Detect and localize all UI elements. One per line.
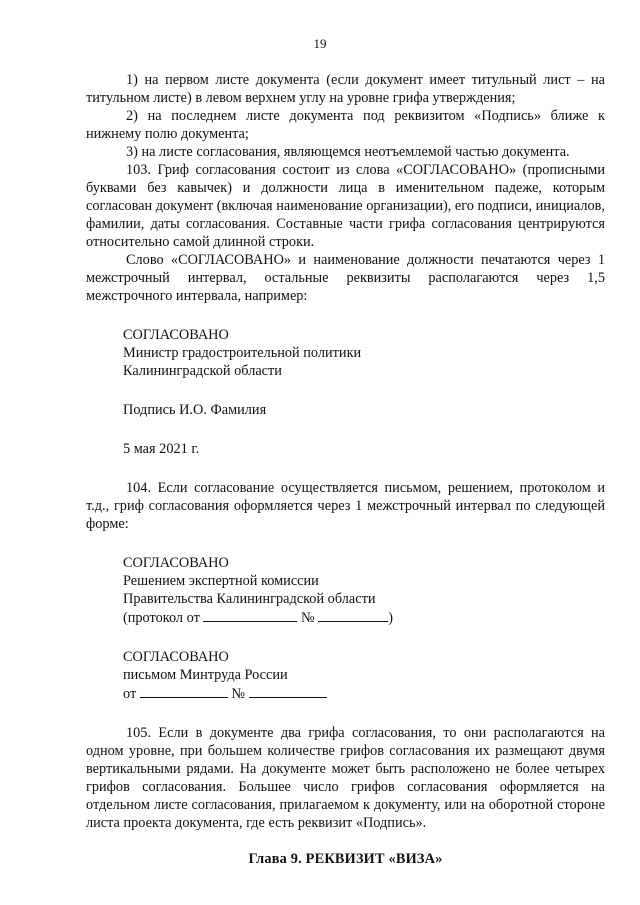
document-body [86, 71, 605, 868]
stamp-position: Министр градостроительной политики [123, 345, 362, 361]
stamp-organization: Калининградской области [123, 363, 282, 379]
stamp-title: СОГЛАСОВАНО [123, 649, 229, 665]
paragraph-104: 104. Если согласование осуществляется письмом, решением, протоколом и т.д., гриф согласования оформляется через 1 межстрочный интервал по следующей форме: [86, 480, 605, 532]
list-item-1: 1) на первом листе документа (если документ имеет титульный лист – на титульном листе) в левом верхнем углу на уровне грифа утверждения; [86, 72, 605, 106]
paragraph-105: 105. Если в документе два грифа согласования, то они располагаются на одном уровне, при большем количестве грифов согласования их размещают двумя вертикальными рядами. На документе может быть расположено не более четырех грифов согласования. Большее число грифов согласования оформляется на отдельном листе согласования, прилагаемом к документу, или на оборотной стороне листа проекта документа, где есть реквизит «Подпись». [86, 725, 605, 831]
stamp-title: СОГЛАСОВАНО [123, 555, 229, 571]
approval-stamp-example-2 [86, 554, 605, 627]
paragraph-103-continued: Слово «СОГЛАСОВАНО» и наименование должности печатаются через 1 межстрочный интервал, остальные реквизиты располагаются через 1,5 межстрочного интервала, например: [86, 252, 605, 304]
stamp-signature: Подпись И.О. Фамилия [123, 402, 267, 418]
list-item-3: 3) на листе согласования, являющемся неотъемлемой частью документа. [126, 144, 570, 160]
paragraph-103: 103. Гриф согласования состоит из слова «СОГЛАСОВАНО» (прописными буквами без кавычек) и должности лица в именительном падеже, которым согласован документ (включая наименование организации), его подписи, инициалов, фамилии, даты согласования. Составные части грифа согласования центрируются относительно самой длинной строки. [86, 162, 605, 250]
stamp-letter: письмом Минтруда России [123, 667, 288, 683]
blank-number-line [249, 684, 327, 698]
blank-date-line [203, 608, 297, 622]
stamp-protocol-line: (протокол от № ) [123, 610, 393, 626]
stamp-decision: Решением экспертной комиссии [123, 573, 319, 589]
chapter-title: Глава 9. РЕКВИЗИТ «ВИЗА» [248, 851, 443, 867]
list-item-2: 2) на последнем листе документа под реквизитом «Подпись» ближе к нижнему полю документа; [86, 108, 605, 142]
approval-stamp-example-1 [86, 326, 605, 458]
stamp-date: 5 мая 2021 г. [123, 441, 200, 457]
approval-stamp-example-3 [86, 648, 605, 703]
stamp-letter-date-line: от № [123, 684, 605, 703]
stamp-organization: Правительства Калининградской области [123, 591, 376, 607]
page-number: 19 [313, 36, 327, 51]
stamp-title: СОГЛАСОВАНО [123, 327, 229, 343]
blank-date-line [140, 684, 228, 698]
blank-number-line [318, 608, 388, 622]
